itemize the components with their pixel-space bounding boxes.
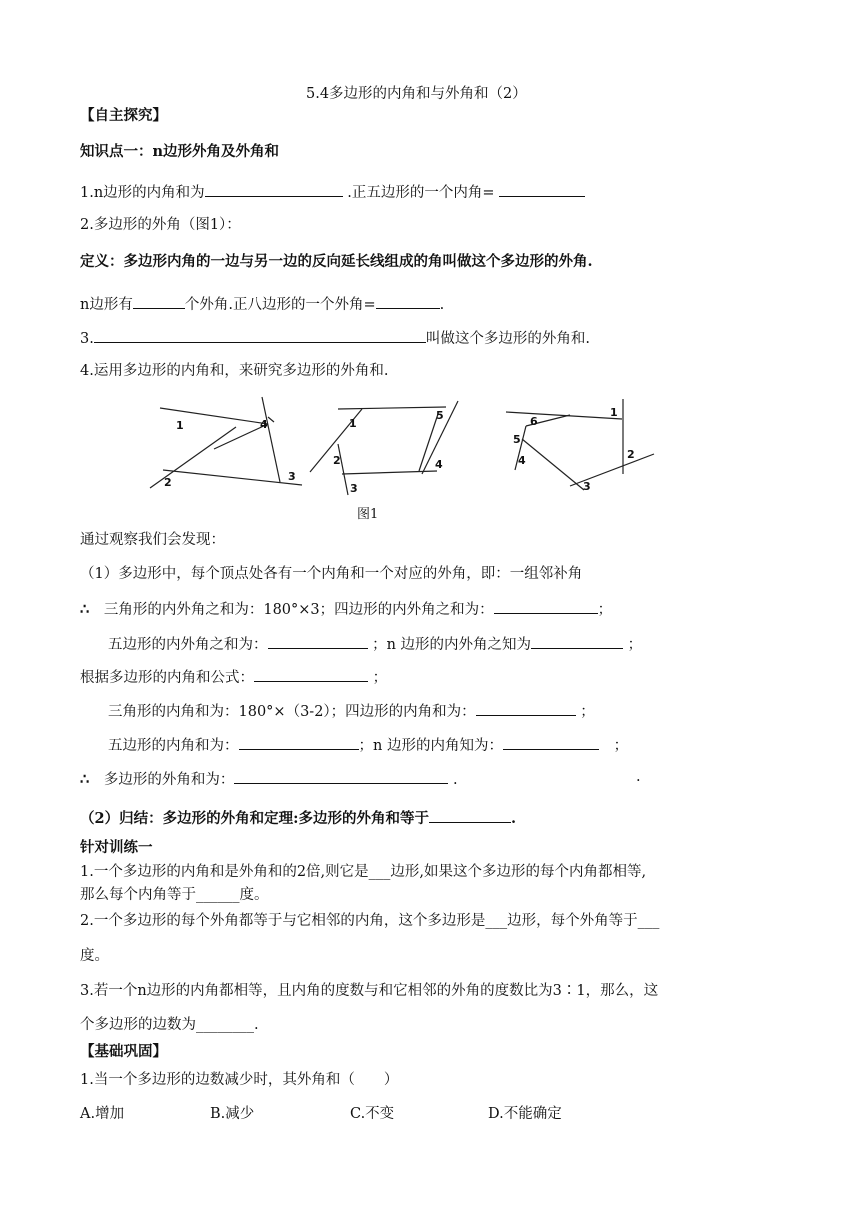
angle-label: 1 — [176, 419, 184, 432]
question-1 — [80, 180, 585, 203]
choice-a[interactable]: A.增加 — [80, 1106, 125, 1122]
practice-title: 针对训练一 — [80, 839, 153, 856]
pentagon-interior-text: 五边形的内角和为： — [108, 738, 239, 754]
angle-label: 2 — [333, 454, 341, 467]
triangle-quadrilateral-sum-line — [80, 597, 612, 620]
practice-3-line-2: 个多边形的边数为________. — [80, 1017, 259, 1033]
answer-blank[interactable] — [234, 767, 448, 784]
observe-text: 通过观察我们会发现： — [80, 532, 225, 548]
observation-1: （1）多边形中，每个顶点处各有一个内角和一个对应的外角，即：一组邻补角 — [80, 566, 583, 582]
answer-blank[interactable] — [133, 292, 185, 309]
answer-blank[interactable] — [205, 180, 343, 197]
angle-label: 3 — [288, 470, 296, 483]
figure-caption: 图1 — [357, 507, 379, 522]
choice-b[interactable]: B.减少 — [210, 1106, 255, 1122]
angle-label: 2 — [627, 448, 635, 461]
figure-1b — [310, 401, 458, 495]
semicolon: ； — [627, 637, 643, 653]
angle-label: 1 — [610, 406, 618, 419]
angle-label: 6 — [530, 415, 538, 428]
figure-line — [506, 412, 622, 419]
answer-blank[interactable] — [429, 806, 511, 823]
figure-line — [268, 417, 274, 422]
figure-1c — [506, 399, 654, 493]
angle-label: 5 — [436, 409, 444, 422]
formula-line — [80, 665, 387, 688]
question-2: 2.多边形的外角（图1）： — [80, 217, 241, 233]
practice-2-line-1: 2.一个多边形的每个外角都等于与它相邻的内角，这个多边形是___边形，每个外角等于___ — [80, 913, 660, 929]
exterior-count-text-b: 个外角.正八边形的一个外角= — [184, 297, 376, 313]
angle-label: 5 — [513, 433, 521, 446]
figure-line — [338, 444, 348, 495]
angle-label: 1 — [349, 417, 357, 430]
page-title: 5.4多边形的内角和与外角和（2） — [306, 86, 527, 102]
answer-blank[interactable] — [499, 180, 585, 197]
definition-text: 定义：多边形内角的一边与另一边的反向延长线组成的角叫做这个多边形的外角. — [80, 253, 593, 270]
answer-blank[interactable] — [503, 733, 599, 750]
practice-1-line-2: 那么每个内角等于______度。 — [80, 887, 269, 903]
semicolon: ； — [372, 670, 388, 686]
question-1-text-a: 1.n边形的内角和为 — [80, 185, 205, 201]
triangle-interior-text: 三角形的内角和为：180°×（3-2）；四边形的内角和为： — [108, 704, 476, 720]
therefore-symbol: ∴ — [80, 601, 90, 618]
triangle-sum-text: 三角形的内外角之和为：180°×3；四边形的内外角之和为： — [103, 602, 494, 618]
period: . — [452, 772, 458, 788]
exterior-count-text-c: . — [439, 297, 445, 313]
answer-blank[interactable] — [531, 632, 623, 649]
figure-1 — [140, 392, 670, 502]
therefore-symbol: ∴ — [80, 771, 90, 788]
figure-line — [338, 407, 446, 409]
exterior-count-line — [80, 292, 444, 315]
summary-line — [80, 806, 516, 829]
formula-text: 根据多边形的内角和公式： — [80, 670, 254, 686]
period: . — [510, 810, 517, 827]
question-4: 4.运用多边形的内角和，来研究多边形的外角和. — [80, 363, 389, 379]
period: . — [636, 769, 641, 785]
question-3 — [80, 326, 590, 349]
angle-label: 4 — [260, 418, 268, 431]
pentagon-sum-line — [108, 632, 642, 655]
semicolon: ； — [613, 738, 629, 754]
answer-blank[interactable] — [239, 733, 359, 750]
practice-3-line-1: 3.若一个n边形的内角都相等，且内角的度数与和它相邻的外角的度数比为3∶1，那么，这 — [80, 983, 659, 999]
semicolon: ； — [597, 602, 613, 618]
section-heading-explore: 【自主探究】 — [80, 107, 167, 124]
knowledge-point-title: 知识点一：n边形外角及外角和 — [80, 143, 280, 160]
practice-1-line-1: 1.一个多边形的内角和是外角和的2倍,则它是___边形,如果这个多边形的每个内角都相等, — [80, 864, 647, 880]
angle-label: 4 — [518, 454, 526, 467]
exterior-sum-line — [80, 767, 458, 790]
exterior-sum-text: 多边形的外角和为： — [103, 772, 235, 788]
choice-c[interactable]: C.不变 — [350, 1106, 395, 1122]
figure-line — [150, 427, 236, 488]
n-gon-interior-text: ；n 边形的内角知为： — [358, 738, 503, 754]
answer-blank[interactable] — [268, 632, 368, 649]
pentagon-interior-line — [108, 733, 628, 756]
basic-question-1: 1.当一个多边形的边数减少时，其外角和（ ） — [80, 1072, 399, 1088]
question-3-number: 3. — [80, 331, 94, 347]
triangle-interior-line — [108, 699, 595, 722]
angle-label: 4 — [435, 458, 443, 471]
question-3-text: 叫做这个多边形的外角和. — [425, 331, 590, 347]
choice-d[interactable]: D.不能确定 — [488, 1106, 562, 1122]
angle-label: 2 — [164, 476, 172, 489]
answer-blank[interactable] — [376, 292, 440, 309]
figure-line — [522, 439, 584, 490]
n-gon-sum-text: ；n 边形的内外角之知为 — [372, 637, 532, 653]
exterior-count-text-a: n边形有 — [80, 297, 133, 313]
summary-text: （2）归结：多边形的外角和定理:多边形的外角和等于 — [80, 810, 429, 827]
answer-blank[interactable] — [94, 326, 426, 343]
angle-label: 3 — [350, 482, 358, 495]
answer-blank[interactable] — [254, 665, 368, 682]
figure-line — [262, 397, 280, 482]
answer-blank[interactable] — [476, 699, 576, 716]
angle-label: 3 — [583, 480, 591, 493]
section-heading-basic: 【基础巩固】 — [80, 1043, 167, 1060]
figure-1a — [150, 397, 302, 489]
figure-line — [163, 470, 302, 485]
answer-blank[interactable] — [494, 597, 598, 614]
practice-2-line-2: 度。 — [80, 948, 109, 964]
question-1-text-b: .正五边形的一个内角= — [347, 185, 495, 201]
semicolon: ； — [580, 704, 595, 720]
pentagon-sum-text: 五边形的内外角之和为： — [108, 637, 268, 653]
